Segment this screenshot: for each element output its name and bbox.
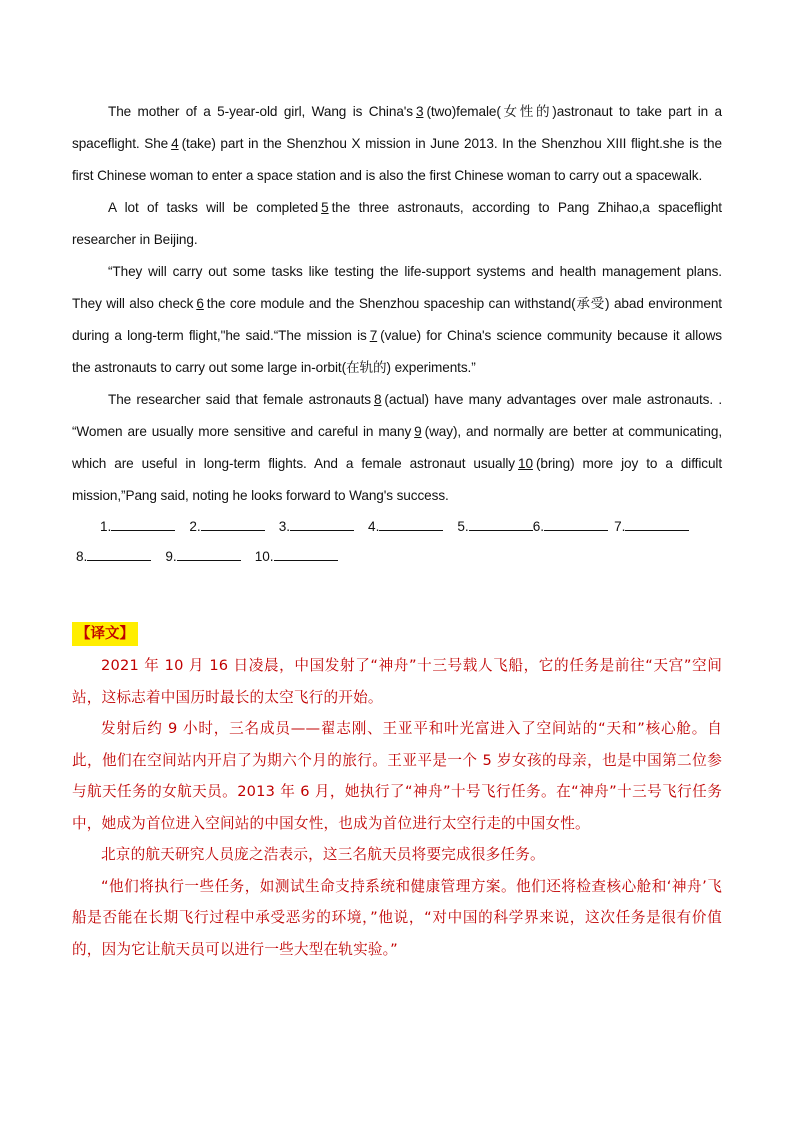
answer-line [274, 548, 338, 561]
answer-number: 3. [278, 519, 291, 534]
chinese-translation [72, 650, 722, 965]
answer-line [625, 518, 689, 531]
answer-line [111, 518, 175, 531]
text: (two)female(女性的)astronaut to take part in a spaceflight. She [72, 104, 722, 151]
answer-number: 1. [100, 519, 112, 534]
blank-5: 5 [321, 200, 329, 215]
answer-number: 6. [532, 519, 545, 534]
blank-7: 7 [369, 328, 378, 343]
answer-line [201, 518, 265, 531]
answer-5[interactable] [457, 512, 532, 542]
answer-3[interactable] [279, 512, 354, 542]
answer-line [379, 518, 443, 531]
paragraph-2 [72, 192, 722, 256]
answer-number: 2. [189, 519, 201, 534]
answer-row-1 [72, 512, 722, 542]
blank-10: 10 [518, 456, 533, 471]
translation-tag: 【译文】 [72, 622, 138, 646]
answer-number: 5. [457, 519, 469, 534]
text: the three astronauts, according to Pang Zhihao,a spaceflight researcher in Beijing. [72, 200, 722, 247]
blank-8: 8 [373, 392, 382, 407]
answer-2[interactable] [189, 512, 264, 542]
paragraph-3 [72, 256, 722, 384]
answer-line [469, 518, 533, 531]
document-page [72, 96, 722, 965]
paragraph-4 [72, 384, 722, 512]
answer-lines [72, 512, 722, 572]
answer-line [544, 518, 608, 531]
answer-line [87, 548, 151, 561]
text: A lot of tasks will be completed [108, 200, 319, 215]
text: (actual) have many advantages over male astronauts. . “Women are usually more sensitive and careful in many [72, 392, 722, 439]
answer-9[interactable] [165, 542, 240, 572]
answer-number: 4. [368, 519, 380, 534]
answer-7[interactable] [614, 512, 689, 542]
answer-number: 10. [254, 549, 274, 564]
paragraph-1 [72, 96, 722, 192]
answer-4[interactable] [368, 512, 443, 542]
text: “They will carry out some tasks like testing the life-support systems and health management plans. They will also check [72, 264, 722, 311]
blank-3: 3 [415, 104, 424, 119]
text: The researcher said that female astronauts [108, 392, 371, 407]
answer-number: 7. [614, 519, 626, 534]
text: (way), and normally are better at communicating, which are useful in long-term flights. And a female astronaut usually [72, 424, 723, 471]
text: (take) part in the Shenzhou X mission in June 2013. In the Shenzhou XIII flight.she is the first Chinese woman to enter a space station and is also the first Chinese woman to carry out a spacewalk. [72, 136, 722, 183]
answer-number: 8. [76, 549, 88, 564]
text: (bring) more joy to a difficult mission,”Pang said, noting he looks forward to Wang's success. [72, 456, 723, 503]
translation-paragraph-3: 北京的航天研究人员庞之浩表示，这三名航天员将要完成很多任务。 [101, 846, 545, 863]
blank-4: 4 [171, 136, 179, 151]
answer-line [290, 518, 354, 531]
answer-line [177, 548, 241, 561]
answer-6[interactable] [533, 512, 608, 542]
blank-9: 9 [414, 424, 422, 439]
answer-10[interactable] [255, 542, 338, 572]
english-passage [72, 96, 722, 512]
text: (value) for China's science community because it allows the astronauts to carry out some large in-orbit(在轨的) experiments.” [72, 328, 722, 375]
answer-number: 9. [165, 549, 177, 564]
translation-paragraph-1: 2021 年 10 月 16 日凌晨，中国发射了“神舟”十三号载人飞船，它的任务是前往“天宫”空间站，这标志着中国历时最长的太空飞行的开始。 [72, 657, 722, 706]
answer-1[interactable] [100, 512, 175, 542]
answer-row-2 [72, 542, 722, 572]
text: The mother of a 5-year-old girl, Wang is China's [108, 104, 413, 119]
text: the core module and the Shenzhou spaceship can withstand(承受) abad environment during a long-term flight,"he said.“The mission is [72, 296, 722, 343]
translation-paragraph-2: 发射后约 9 小时，三名成员——翟志刚、王亚平和叶光富进入了空间站的“天和”核心舱。自此，他们在空间站内开启了为期六个月的旅行。王亚平是一个 5 岁女孩的母亲，也是中国第二位参与航天任务的女航天员。2013 年 6 月，她执行了“神舟”十号飞行任务。在“神舟”十三号飞行任务中，她成为首位进入空间站的中国女性，也成为首位进行太空行走的中国女性。 [72, 720, 722, 832]
answer-8[interactable] [76, 542, 151, 572]
blank-6: 6 [196, 296, 204, 311]
translation-paragraph-4: “他们将执行一些任务，如测试生命支持系统和健康管理方案。他们还将检查核心舱和‘神舟’飞船是否能在长期飞行过程中承受恶劣的环境，”他说，“对中国的科学界来说，这次任务是很有价值的，因为它让航天员可以进行一些大型在轨实验。” [72, 877, 722, 958]
